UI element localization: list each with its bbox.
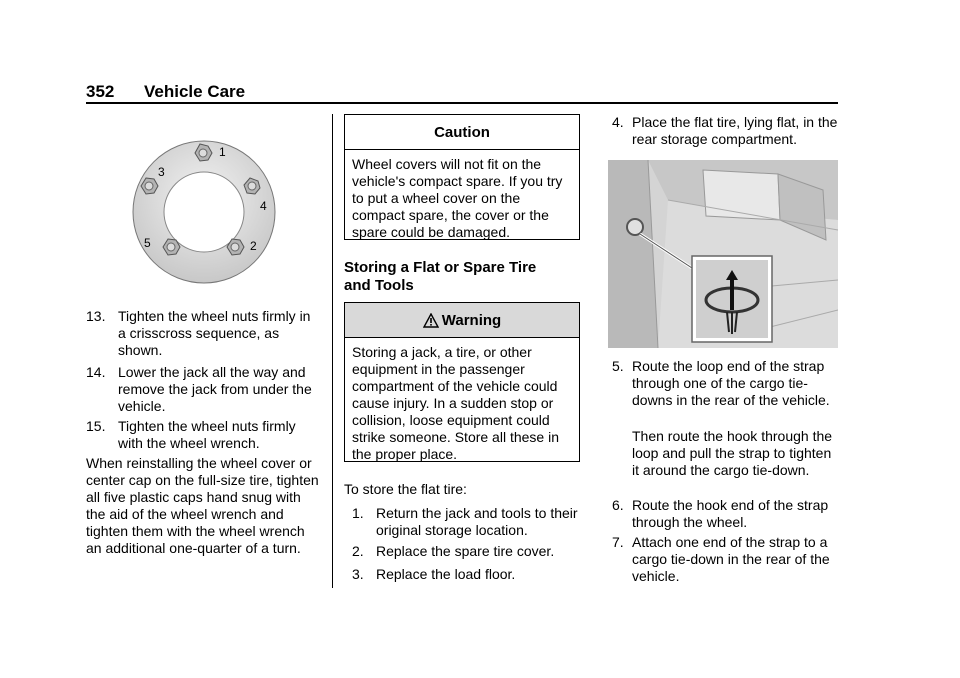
caution-title: Caution <box>345 115 579 150</box>
step-text: Lower the jack all the way and remove the jack from under the vehicle. <box>118 364 312 414</box>
step-number: 4. <box>612 114 624 130</box>
step-text: Replace the load floor. <box>376 566 516 582</box>
step-text: Place the flat tire, lying flat, in the rear storage compartment. <box>632 114 838 147</box>
step-text: Tighten the wheel nuts firmly in a crisscross sequence, as shown. <box>118 308 311 358</box>
step-number: 5. <box>612 358 624 374</box>
step-5-continuation: Then route the hook through the loop and pull the strap to tighten it around the cargo tie-down. <box>632 428 833 478</box>
warning-title: Warning <box>441 311 502 329</box>
store-intro: To store the flat tire: <box>344 481 467 497</box>
step-text: Route the hook end of the strap through the wheel. <box>632 497 829 530</box>
warning-triangle-icon <box>423 313 439 328</box>
lug-label-3: 3 <box>158 165 165 179</box>
step-text: Route the loop end of the strap through one of the cargo tie-downs in the rear of the vehicle. <box>632 358 830 408</box>
storing-heading: Storing a Flat or Spare Tire and Tools <box>344 259 537 294</box>
column-divider <box>332 114 333 588</box>
caution-box <box>344 114 580 240</box>
cargo-tie-down-illustration <box>608 160 838 348</box>
reinstall-paragraph: When reinstalling the wheel cover or center cap on the full-size tire, tighten all five plastic caps hand snug with the aid of the wheel wrench and tighten them with the wheel wrench an additional one-quarter of a turn. <box>86 455 319 556</box>
warning-box <box>344 302 580 462</box>
step-number: 6. <box>612 497 624 513</box>
warning-body: Storing a jack, a tire, or other equipment in the passenger compartment of the vehicle could cause injury. In a sudden stop or collision, loose equipment could strike someone. Store all these in the proper place. <box>352 344 559 462</box>
step-text: Return the jack and tools to their original storage location. <box>376 505 578 538</box>
step-number: 13. <box>86 308 106 324</box>
lug-label-4: 4 <box>260 199 267 213</box>
step-text: Tighten the wheel nuts firmly with the wheel wrench. <box>118 418 296 451</box>
step-number: 7. <box>612 534 624 550</box>
lug-nut-sequence-diagram <box>124 136 284 286</box>
step-number: 15. <box>86 418 106 434</box>
step-number: 3. <box>352 566 364 582</box>
header-rule <box>86 102 838 104</box>
page-number: 352 <box>86 82 115 101</box>
step-number: 1. <box>352 505 364 521</box>
section-title: Vehicle Care <box>144 82 246 101</box>
step-text: Attach one end of the strap to a cargo tie-down in the rear of the vehicle. <box>632 534 830 584</box>
step-number: 14. <box>86 364 106 380</box>
step-number: 2. <box>352 543 364 559</box>
lug-label-1: 1 <box>219 145 226 159</box>
lug-label-5: 5 <box>144 236 151 250</box>
step-text: Replace the spare tire cover. <box>376 543 555 559</box>
warning-header <box>345 303 579 338</box>
lug-label-2: 2 <box>250 239 257 253</box>
caution-body: Wheel covers will not fit on the vehicle's compact spare. If you try to put a wheel cover on the compact spare, the cover or the spare could be damaged. <box>352 156 563 240</box>
